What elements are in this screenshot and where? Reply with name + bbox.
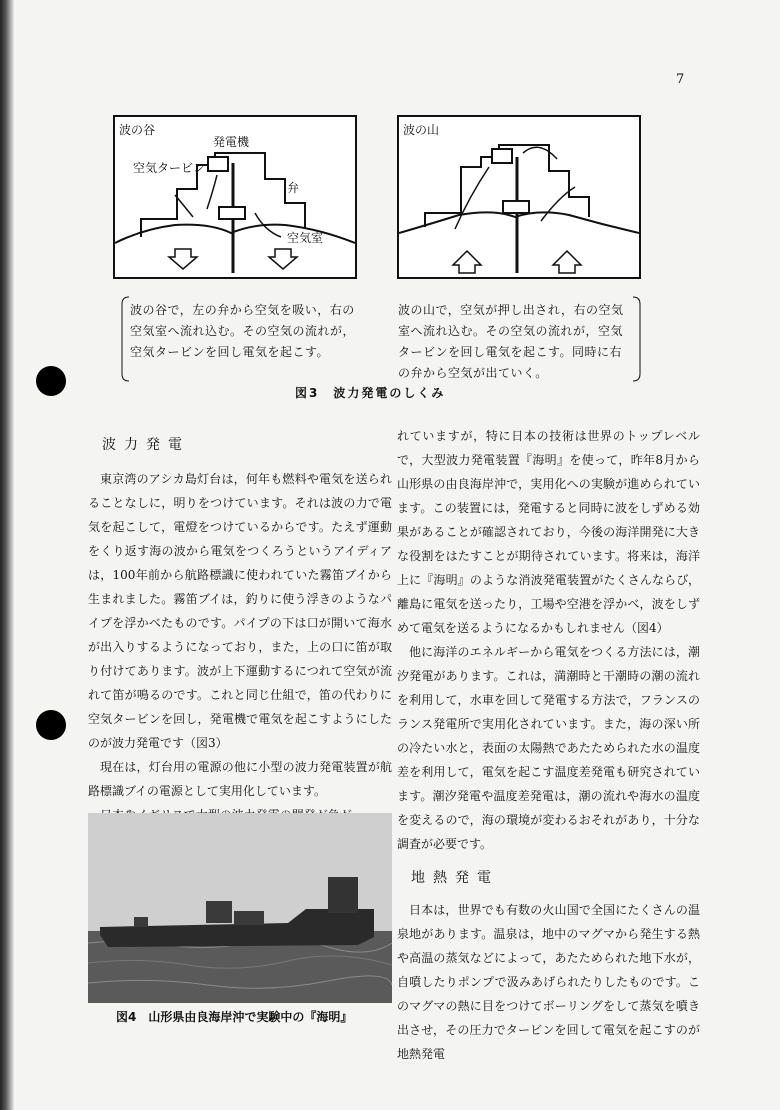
turbine-label: 空気タービン — [133, 161, 206, 175]
wave-crest-drawing — [399, 117, 639, 277]
wave-crest-diagram — [397, 115, 641, 279]
page-number: 7 — [676, 72, 685, 87]
figure4-caption: 図4 山形県由良海岸沖で実験中の『海明』 — [116, 1010, 353, 1024]
section-heading-geothermal: 地熱発電 — [411, 870, 499, 886]
valve-label: 弁 — [287, 181, 300, 195]
binding-shadow — [0, 0, 14, 1110]
paragraph: 東京湾のアシカ島灯台は，何年も燃料や電気を送られることなしに，明りをつけています。それは波の力で電気を起こして，電燈をつけているからです。たえず運動をくり返す海の波から電気をつくろうというアイディアは，100年前から航路標識に使われていた霧笛ブイから生まれました。霧笛ブイは，釣りに使う浮きのようなパイプを浮かべたものです。パイプの下は口が開いて海水が出入りするようになっており，また，上の口に笛が取り付けてあります。波が上下運動するにつれて空気が流れて笛が鳴るのです。これと同じ仕組で，笛の代わりに空気タービンを回し，発電機で電気を起こすようにしたのが波力発電です（図3） — [88, 472, 392, 750]
binder-hole-upper — [36, 366, 66, 396]
kaimei-photo-drawing — [88, 813, 392, 1003]
wave-trough-diagram — [113, 115, 357, 279]
panel-title: 波の谷 — [119, 123, 156, 137]
caption-bracket-right — [632, 296, 642, 382]
panel-title: 波の山 — [403, 123, 440, 137]
right-column — [397, 424, 700, 1066]
generator-label: 発電機 — [213, 135, 250, 149]
trough-caption: 波の谷で，左の弁から空気を吸い，右の空気室へ流れ込む。その空気の流れが，空気タービンを回し電気を起こす。 — [130, 303, 356, 359]
crest-caption: 波の山で，空気が押し出され，右の空気室へ流れ込む。その空気の流れが，空気タービンを回し電気を起こす。同時に右の弁から空気が出ていく。 — [398, 303, 624, 380]
paragraph: れていますが，特に日本の技術は世界のトップレベルで，大型波力発電装置『海明』を使って，昨年8月から山形県の由良海岸沖で，実用化への実験が進められています。この装置には，発電すると同時に波をしずめる効果があることが確認されており，今後の海洋開発に大きな役割をはたすことが期待されています。将来は，海洋上に『海明』のような消波発電装置がたくさんならび，離島に電気を送ったり，工場や空港を浮かべ，波をしずめて電気を送るようになるかもしれません（図4） — [397, 429, 700, 635]
left-column — [88, 433, 392, 827]
kaimei-photo — [88, 813, 392, 1003]
caption-bracket-left — [120, 296, 130, 382]
paragraph: 他に海洋のエネルギーから電気をつくる方法には，潮汐発電があります。これは，満潮時と干潮時の潮の流れを利用して，水車を回して発電する方法で，フランスのランス発電所で実用化されています。また，海の深い所の冷たい水と，表面の太陽熱であたためられた水の温度差を利用して，電気を起こす温度差発電も研究されています。潮汐発電や温度差発電は，潮の流れや海水の温度を変えるので，海の環境が変わるおそれがあり，十分な調査が必要です。 — [397, 645, 700, 851]
paragraph: 日本は，世界でも有数の火山国で全国にたくさんの温泉地があります。温泉は，地中のマグマから発生する熱や高温の蒸気などによって，あたためられた地下水が，自噴したりポンプで汲みあげられたりしたものです。このマグマの熱に目をつけてボーリングをして蒸気を噴き出させ，その圧力でタービンを回して電気を起こすのが地熱発電 — [397, 903, 700, 1061]
paragraph: 現在は，灯台用の電源の他に小型の波力発電装置が航路標識ブイの電源として実用化しています。 — [88, 760, 392, 798]
section-heading-wave-power: 波力発電 — [102, 437, 190, 453]
figure3-title: 図3 波力発電のしくみ — [295, 386, 446, 400]
binder-hole-lower — [36, 710, 66, 740]
air-chamber-label: 空気室 — [287, 231, 324, 245]
